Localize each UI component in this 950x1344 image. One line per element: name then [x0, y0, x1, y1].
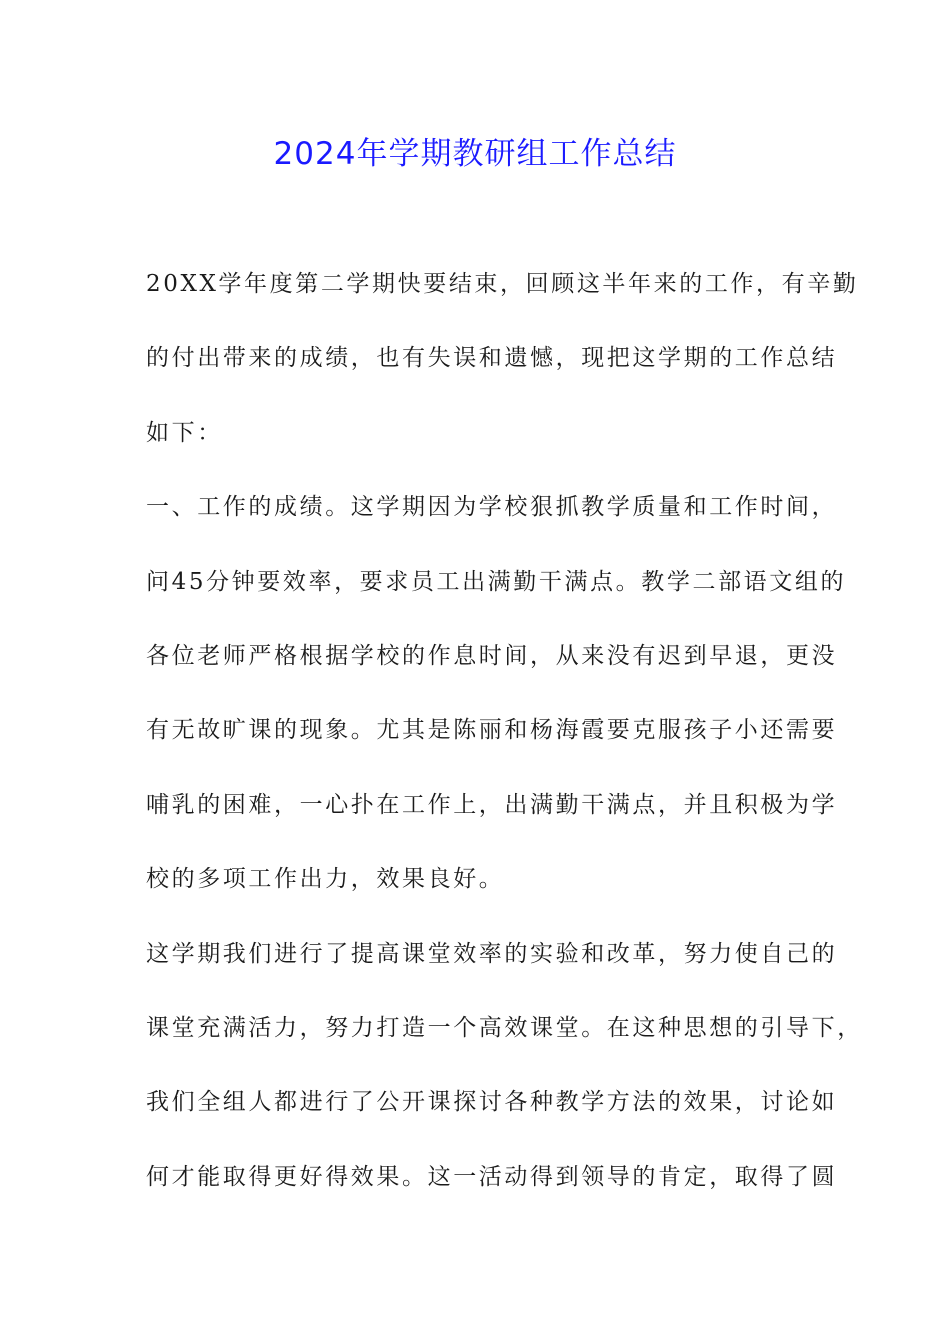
- text-line: 有无故旷课的现象。尤其是陈丽和杨海霞要克服孩子小还需要: [146, 717, 838, 744]
- text-line: 问45分钟要效率，要求员工出满勤干满点。教学二部语文组的: [146, 568, 847, 595]
- text-line: 的付出带来的成绩，也有失误和遗憾，现把这学期的工作总结: [146, 345, 838, 372]
- text-line: 何才能取得更好得效果。这一活动得到领导的肯定，取得了圆: [146, 1163, 838, 1190]
- text-line: 如下：: [146, 419, 223, 446]
- document-body: [146, 258, 863, 1225]
- text-line: 哺乳的困难，一心扑在工作上，出满勤干满点，并且积极为学: [146, 791, 838, 818]
- text-line: 我们全组人都进行了公开课探讨各种教学方法的效果，讨论如: [146, 1089, 838, 1116]
- text-line: 一、工作的成绩。这学期因为学校狠抓教学质量和工作时间，: [146, 494, 838, 521]
- text-line: 各位老师严格根据学校的作息时间，从来没有迟到早退，更没: [146, 642, 838, 669]
- text-line: 这学期我们进行了提高课堂效率的实验和改革，努力使自己的: [146, 940, 838, 967]
- text-line: 校的多项工作出力，效果良好。: [146, 866, 505, 893]
- text-line: 课堂充满活力，努力打造一个高效课堂。在这种思想的引导下，: [146, 1014, 863, 1041]
- text-line: 20XX学年度第二学期快要结束，回顾这半年来的工作，有辛勤: [146, 271, 859, 297]
- document-title: 2024年学期教研组工作总结: [273, 136, 677, 172]
